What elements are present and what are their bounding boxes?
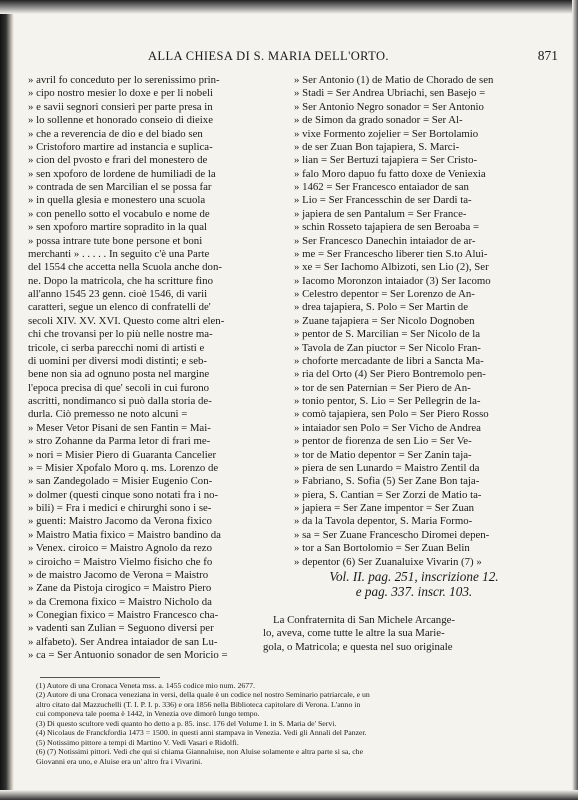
right-column-line: » pentor de S. Marcilian = Ser Nicolo de la (294, 328, 480, 341)
right-column-line: » Fabriano, S. Sofia (5) Ser Zane Bon taja- (294, 475, 480, 488)
right-column-line: » ria del Orto (4) Ser Piero Bontremolo pen- (294, 368, 486, 381)
footnote-line: (6) (7) Notissimi pittori. Vedi che qui si chiama Giannaluise, non Aluise solamente e altra parte si sa, che (36, 747, 364, 757)
left-column-line: » possa intrare tute bone persone et boni (28, 234, 203, 247)
left-column-line: » cipo nostro mesier lo doxe e per li nobeli (28, 87, 214, 100)
right-column-line: » vixe Formento zojelier = Ser Bortolamio (294, 127, 479, 140)
footnote-line: (1) Autore di una Cronaca Veneta mss. a. 1455 codice mio num. 2677. (36, 681, 255, 690)
left-column-line: » alfabeto). Ser Andrea intaiador de san Lu- (28, 635, 218, 648)
right-column-line: » Ser Antonio Negro sonador = Ser Antonio (294, 100, 484, 113)
footnote-line: Giovanni era uno, e Aluise era un' altro fra i Vivarini. (36, 756, 203, 766)
left-column-line: » Maistro Matia fixico = Maistro bandino da (28, 528, 221, 541)
right-column-line: » piera, S. Cantian = Ser Zorzi de Matio ta- (294, 488, 482, 501)
right-column-line: » xe = Ser Iachomo Albizoti, sen Lio (2), Ser (294, 261, 489, 274)
left-column-line: » sen xpoforo de lordene de humiliadi de la (28, 167, 216, 180)
right-column-line: » tonio pentor, S. Lio = Ser Pellegrin de la- (294, 395, 481, 407)
right-column-line: » tor a San Bortolomio = Ser Zuan Belin (294, 542, 470, 555)
left-column-line: ne. Dopo la matricola, che ha scritture fino (28, 274, 213, 287)
right-column-line: » japiera de sen Pantalum = Ser France- (294, 207, 467, 220)
right-column-line: » lian = Ser Bertuzi tajapiera = Ser Cristo- (294, 154, 478, 167)
right-column-line: » 1462 = Ser Francesco entaiador de san (294, 181, 469, 193)
section-heading-line-1: Vol. II. pag. 251, inscrizione 12. (329, 569, 499, 584)
left-column-line: » bili) = Fra i medici e chirurghi sono i se- (28, 502, 212, 514)
left-column-line: » de maistro Jacomo de Verona = Maistro (28, 568, 209, 581)
left-column-line: » in quella glesia e monestero una scuola (28, 194, 206, 207)
left-column-line: ascritti, nondimanco si può dalla storia de- (28, 395, 212, 407)
footnote-line: altro citato dal Mazzuchelli (T. I. P. I. p. 336) e ora 1856 nella Biblioteca capitolare di Verona. L'anno in (36, 699, 361, 709)
left-column-line: » contrada de sen Marcilian el se possa far (28, 181, 212, 193)
page-number: 871 (537, 48, 558, 63)
right-column-line: » de ser Zuan Bon tajapiera, S. Marci- (294, 140, 460, 153)
footnote-line: (2) Autore di una Cronaca veneziana in versi, della quale è un codice nel nostro Seminario patriarcale, e un (36, 690, 370, 700)
section-heading-line-2: e pag. 337. inscr. 103. (355, 584, 473, 599)
footnote-line: cui componeva tale poema è 1442, in Venezia ove dimorò lungo tempo. (36, 709, 260, 719)
left-column-line: chi che trovansi per lo più nelle nostre ma- (28, 328, 213, 341)
left-column-line: » da Cremona fixico = Maistro Nicholo da (28, 595, 212, 608)
running-header: ALLA CHIESA DI S. MARIA DELL'ORTO. (148, 49, 389, 63)
page-shadow-bottom (0, 790, 578, 800)
right-column-line: » choforte mercadante de libri a Sancta Ma- (294, 354, 484, 367)
left-column-line: del 1554 che accetta nella Scuola anche don- (28, 261, 222, 274)
body-paragraph (263, 614, 553, 654)
right-column-line: » Ser Francesco Danechin intaiador de ar- (294, 234, 476, 247)
left-column-line: » vadenti san Zulian = Seguono diversi per (28, 622, 214, 635)
left-column-line: all'anno 1545 23 genn. cioè 1546, di varii (28, 288, 208, 300)
left-column-line: » Conegian fixico = Maistro Francesco cha- (28, 609, 219, 621)
left-column-line: » guenti: Maistro Jacomo da Verona fixico (28, 515, 212, 528)
left-column-line: » che a reverencia de dio e del biado sen (28, 127, 203, 140)
right-column-line: » sa = Ser Zuane Francescho Diromei depen- (294, 528, 490, 541)
page-shadow-left (0, 0, 14, 800)
left-column-line: tricole, ci serba parecchi nomi di artisti e (28, 341, 205, 354)
left-column-line: caratteri, segue un elenco di confratelli de' (28, 301, 211, 314)
footnote-rule (40, 677, 160, 678)
left-column-line: secoli XIV. XV. XVI. Questo come altri elen- (28, 314, 225, 327)
right-column-line: » Tavola de Zan piuctor = Ser Nicolo Fran- (294, 341, 481, 354)
left-column-line: merchanti » . . . . . In seguito c'è una Parte (28, 247, 210, 260)
footnote-line: (5) Notissimo pittore a tempi di Martino V. Vedi Vasari e Ridolfi. (36, 737, 239, 747)
left-column-line: » sen xpoforo martire sopradito in la qual (28, 221, 208, 234)
right-column-line: » Ser Antonio (1) de Matio de Chorado de sen (294, 74, 494, 86)
left-column-line: » e savii segnori consieri per parte presa in (28, 100, 213, 113)
left-column-line: » san Zandegolado = Misier Eugenio Con- (28, 475, 213, 488)
right-column-line: » pentor de fiorenza de sen Lio = Ser Ve- (294, 435, 472, 448)
left-text-column (28, 74, 277, 663)
left-column-line: » = Misier Xpofalo Moro q. ms. Lorenzo de (28, 461, 219, 474)
right-column-line: » Stadi = Ser Andrea Ubriachi, sen Basejo = (294, 87, 486, 100)
left-column-line: » lo sollenne et honorado conseio di dieixe (28, 114, 214, 127)
right-column-line: » Iacomo Moronzon intaiador (3) Ser Iacomo (294, 274, 491, 287)
paragraph-line: gola, o Matricola; e questa nel suo originale (263, 640, 453, 653)
left-column-line: » dolmer (questi cinque sono notati fra i no- (28, 488, 219, 501)
paragraph-line: lo, aveva, come tutte le altre la sua Marie- (263, 627, 445, 640)
right-column-line: » falo Moro dapuo fu fatto doxe de Veniexia (294, 167, 486, 180)
paragraph-line: La Confraternita di San Michele Arcange- (273, 614, 455, 626)
right-column-line: » depentor (6) Ser Zuanaluixe Vivarin (7) » (294, 555, 482, 568)
left-column-line: l'epoca precisa di que' secoli in cui furono (28, 381, 210, 394)
right-column-line: » tor de sen Paternian = Ser Piero de An- (294, 381, 471, 394)
right-column-line: » de Simon da grado sonador = Ser Al- (294, 114, 463, 127)
right-column-line: » drea tajapiera, S. Polo = Ser Martin de (294, 301, 468, 314)
right-column-line: » intaiador sen Polo = Ser Vicho de Andrea (294, 421, 481, 434)
left-column-line: durla. Ciò premesso ne noto alcuni = (28, 408, 188, 421)
left-column-line: » ciroicho = Maistro Vielmo fisicho che fo (28, 555, 213, 568)
left-column-line: » avril fo conceduto per lo serenissimo prin- (28, 74, 220, 86)
left-column-line: » ca = Ser Antuonio sonador de sen Moricio = (28, 649, 228, 662)
right-column-line: » japiera = Ser Zane impentor = Ser Zuan (294, 502, 475, 514)
page-shadow-top (0, 0, 578, 14)
right-column-line: » Zuane tajapiera = Ser Nicolo Dognoben (294, 314, 475, 327)
left-column-line: bene non sia ad ognuno posta nel margine (28, 368, 210, 381)
left-column-line: » Cristoforo martire ad instancia e suplica- (28, 140, 213, 153)
left-column-line: di uomini per diversi modi distinti; e seb- (28, 354, 208, 367)
right-column-line: » tor de Matio depentor = Ser Zanin taja- (294, 448, 472, 461)
left-column-line: » Meser Vetor Pisani de sen Fantin = Mai- (28, 421, 211, 434)
left-column-line: » con penello sotto el vocabulo e nome de (28, 207, 210, 220)
left-column-line: » stro Zohanne da Parma letor di frari me- (28, 435, 211, 448)
page-shadow-right (572, 0, 578, 800)
left-column-line: » cion del pvosto e frari del monestero de (28, 154, 208, 167)
footnotes (36, 681, 556, 766)
left-column-line: » Venex. ciroico = Maistro Agnolo da rezo (28, 542, 212, 555)
right-column-line: » schin Rosseto tajapiera de sen Beroaba = (294, 221, 480, 234)
right-column-line: » da la Tavola depentor, S. Maria Formo- (294, 515, 473, 528)
footnote-line: (4) Nicolaus de Franckfordia 1473 = 1500. in questi anni stampava in Venezia. Vedi gli Annali del Panzer. (36, 728, 367, 738)
right-column-line: » Celestro depentor = Ser Lorenzo de An- (294, 288, 475, 300)
right-column-line: » Lio = Ser Francesschin de ser Dardi ta- (294, 194, 472, 207)
section-heading (278, 569, 550, 599)
right-column-line: » me = Ser Francescho liberer tien S.to Aluì- (294, 247, 488, 260)
footnote-line: (3) Di questo scultore vedi quanto ho detto a p. 85. insc. 176 del Volume I. in S. Maria de' Servi. (36, 718, 337, 728)
right-column-line: » piera de sen Lunardo = Maistro Zentil da (294, 461, 480, 474)
left-column-line: » Zane da Pistoja cirogico = Maistro Piero (28, 582, 212, 595)
right-text-column (294, 74, 552, 569)
left-column-line: » nori = Misier Piero di Guaranta Cancelier (28, 448, 217, 461)
right-column-line: » comò tajapiera, sen Polo = Ser Piero Rosso (294, 408, 489, 421)
